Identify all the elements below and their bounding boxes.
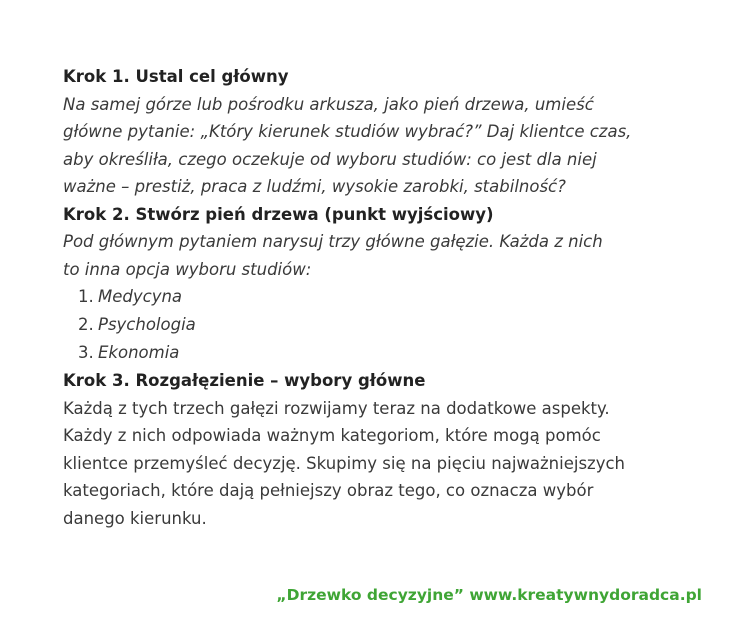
list-item-psychologia: [63, 311, 703, 339]
step3-line-5: danego kierunku.: [63, 508, 207, 528]
step3-heading: Krok 3. Rozgałęzienie – wybory główne: [63, 371, 426, 390]
step3-line-2: Każdy z nich odpowiada ważnym kategoriom, które mogą pomóc: [63, 426, 601, 445]
step2-line-2: to inna opcja wyboru studiów:: [63, 259, 312, 279]
list-item-number: 3.: [78, 343, 94, 362]
step1-line-2: główne pytanie: „Który kierunek studiów wybrać?” Daj klientce czas,: [63, 122, 632, 141]
study-options-list: [63, 283, 703, 367]
document-body: [63, 63, 703, 532]
list-item-label: Medycyna: [98, 287, 183, 306]
step2-line-1: Pod głównym pytaniem narysuj trzy główne gałęzie. Każda z nich: [63, 232, 603, 251]
step1-heading: Krok 1. Ustal cel główny: [63, 67, 289, 86]
list-item-number: 2.: [78, 315, 94, 334]
step1-line-1: Na samej górze lub pośrodku arkusza, jako pień drzewa, umieść: [63, 94, 594, 114]
list-item-label: Ekonomia: [98, 343, 180, 362]
list-item-label: Psychologia: [98, 315, 196, 334]
step1-line-4: ważne – prestiż, praca z ludźmi, wysokie zarobki, stabilność?: [63, 177, 566, 196]
list-item-medycyna: [63, 283, 703, 311]
step2-heading: Krok 2. Stwórz pień drzewa (punkt wyjściowy): [63, 204, 494, 224]
step3-line-4: kategoriach, które dają pełniejszy obraz tego, co oznacza wybór: [63, 481, 594, 500]
step3-line-3: klientce przemyśleć decyzję. Skupimy się na pięciu najważniejszych: [63, 453, 625, 473]
step3-line-1: Każdą z tych trzech gałęzi rozwijamy teraz na dodatkowe aspekty.: [63, 398, 610, 418]
list-item-ekonomia: [63, 339, 703, 367]
footer-credit: „Drzewko decyzyjne” www.kreatywnydoradca.pl: [276, 586, 702, 604]
step1-line-3: aby określiła, czego oczekuje od wyboru studiów: co jest dla niej: [63, 149, 597, 169]
list-item-number: 1.: [78, 287, 94, 306]
